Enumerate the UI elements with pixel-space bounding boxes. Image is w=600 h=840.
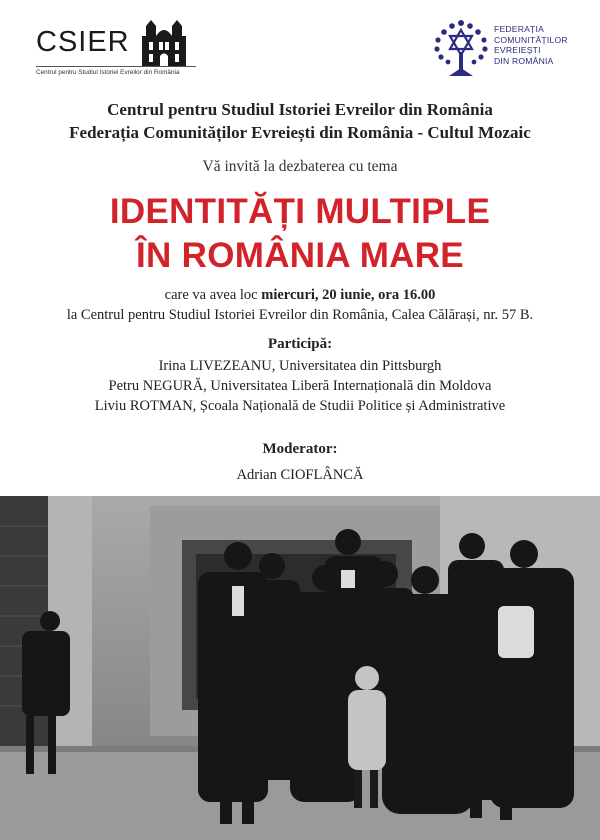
federation-logo [432,18,572,82]
date-prefix: care va avea loc [164,287,262,303]
participant-item: Petru NEGURĂ, Universitatea Liberă Internațională din Moldova [108,378,492,394]
csier-caption: Centrul pentru Studiul Istoriei Evreilor din România [36,66,196,76]
moderator-heading: Moderator: [262,441,338,457]
event-location: la Centrul pentru Studiul Istoriei Evreilor din România, Calea Călărași, nr. 57 B. [66,307,534,323]
invitation-text: Vă invită la dezbaterea cu tema [202,158,398,175]
federation-line: FEDERAȚIA [494,24,545,34]
event-date-line [0,285,600,305]
csier-logo [36,16,188,80]
event-title [0,190,600,278]
participant-item: Liviu ROTMAN, Școala Națională de Studii Politice și Administrative [94,398,506,414]
organizers [0,98,600,144]
federation-line: COMUNITĂȚILOR [494,34,568,45]
participant-item: Irina LIVEZEANU, Universitatea din Pittsburgh [158,358,442,374]
federation-line: EVREIEȘTI [494,45,541,55]
event-date: miercuri, 20 iunie, ora 16.00 [261,287,436,303]
organizer-line: Centrul pentru Studiul Istoriei Evreilor din România [107,100,493,119]
title-line: IDENTITĂȚI MULTIPLE [109,192,491,231]
synagogue-building-icon [140,18,188,66]
csier-wordmark: CSIER [36,26,130,58]
federation-line: DIN ROMÂNIA [494,55,554,66]
title-line: ÎN ROMÂNIA MARE [136,236,464,275]
event-details [0,285,600,325]
federation-name [494,24,568,66]
historical-family-photo [0,496,600,840]
participants-heading: Participă: [267,336,333,352]
organizer-line: Federația Comunităților Evreiești din România - Cultul Mozaic [69,123,531,142]
header [0,0,600,92]
participants-list [0,356,600,416]
moderator-name: Adrian CIOFLÂNCĂ [236,467,364,483]
star-of-david-tree-icon [432,18,490,78]
